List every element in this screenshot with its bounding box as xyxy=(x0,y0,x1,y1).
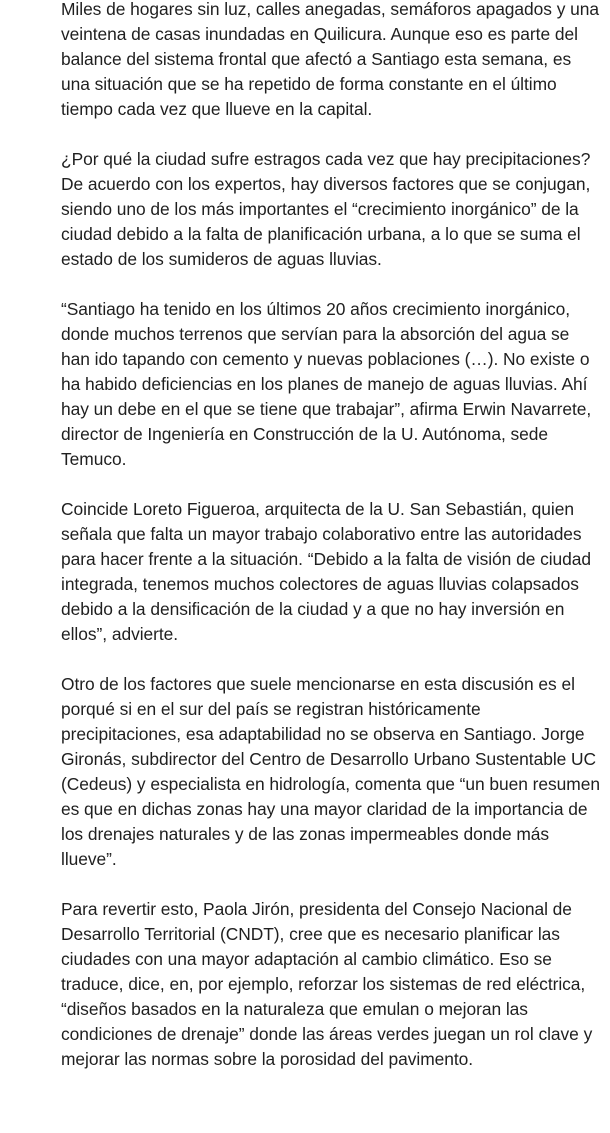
article-paragraph: Miles de hogares sin luz, calles anegadas, semáforos apagados y una veintena de casas inundadas en Quilicura. Aunque eso es parte del balance del sistema frontal que afectó a Santiago esta semana, es una situación que se ha repetido de forma constante en el último tiempo cada vez que llueve en la capital. xyxy=(61,0,600,119)
article-paragraph: Otro de los factores que suele mencionarse en esta discusión es el porqué si en el sur del país se registran históricamente precipitaciones, esa adaptabilidad no se observa en Santiago. Jorge Gironás, subdirector del Centro de Desarrollo Urbano Sustentable UC (Cedeus) y especialista en hidrología, comenta que “un buen resumen es que en dichas zonas hay una mayor claridad de la importancia de los drenajes naturales y de las zonas impermeables donde más llueve”. xyxy=(61,674,600,869)
article-paragraph: ¿Por qué la ciudad sufre estragos cada vez que hay precipitaciones? De acuerdo con los expertos, hay diversos factores que se conjugan, siendo uno de los más importantes el “crecimiento inorgánico” de la ciudad debido a la falta de planificación urbana, a lo que se suma el estado de los sumideros de aguas lluvias. xyxy=(61,149,591,269)
article-paragraph: “Santiago ha tenido en los últimos 20 años crecimiento inorgánico, donde muchos terrenos que servían para la absorción del agua se han ido tapando con cemento y nuevas poblaciones (…). No existe o ha habido deficiencias en los planes de manejo de aguas lluvias. Ahí hay un debe en el que se tiene que trabajar”, afirma Erwin Navarrete, director de Ingeniería en Construcción de la U. Autónoma, sede Temuco. xyxy=(61,299,592,469)
article-paragraph: Coincide Loreto Figueroa, arquitecta de la U. San Sebastián, quien señala que falta un mayor trabajo colaborativo entre las autoridades para hacer frente a la situación. “Debido a la falta de visión de ciudad integrada, tenemos muchos colectores de aguas lluvias colapsados debido a la densificación de la ciudad y a que no hay inversión en ellos”, advierte. xyxy=(61,499,592,644)
article-paragraph: Para revertir esto, Paola Jirón, presidenta del Consejo Nacional de Desarrollo Territorial (CNDT), cree que es necesario planificar las ciudades con una mayor adaptación al cambio climático. Eso se traduce, dice, en, por ejemplo, reforzar los sistemas de red eléctrica, “diseños basados en la naturaleza que emulan o mejoran las condiciones de drenaje” donde las áreas verdes juegan un rol clave y mejorar las normas sobre la porosidad del pavimento. xyxy=(61,899,593,1069)
article-body xyxy=(61,0,601,1097)
